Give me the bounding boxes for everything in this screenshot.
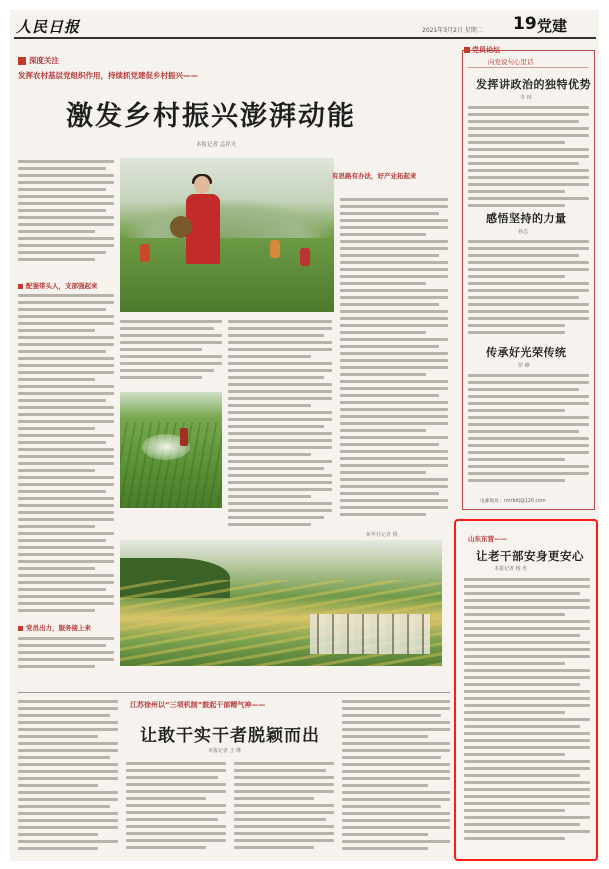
forum-article-headline-1: 发挥讲政治的独特优势: [476, 78, 591, 91]
issue-date: 2021年3月2日 星期二: [422, 27, 483, 34]
main-text-col2b: [228, 320, 332, 530]
forum-article-author-1: 李 林: [520, 95, 532, 101]
subsection-heading-1: 配强带头人，支部强起来: [18, 281, 98, 290]
sidebar-subsection-heading: 有思路有办法，好产业拓起来: [332, 172, 417, 180]
main-text-col1-b: [18, 294, 114, 616]
forum-title: 党员论坛: [464, 45, 500, 55]
bottom-article-headline: 让敢干实干者脱颖而出: [140, 726, 320, 746]
bottom-article-col4: [342, 700, 450, 858]
bottom-article-col1: [18, 700, 118, 858]
crop-spraying-photo: [120, 392, 222, 508]
highlighted-article-body: [464, 578, 590, 850]
forum-subtitle: 向党说句心里话: [488, 58, 534, 66]
bottom-article-col2: [126, 762, 226, 858]
highlighted-article-headline: 让老干部安身更安心: [476, 549, 584, 563]
masthead-rule: [14, 37, 596, 39]
forum-article-author-2: 孙志: [518, 229, 529, 235]
forum-article-headline-2: 感悟坚持的力量: [486, 212, 567, 225]
main-text-col1-a: [18, 160, 114, 272]
section-name: 党建: [537, 17, 568, 35]
forum-article-body-2: [468, 240, 589, 342]
subsection-heading-2: 党员出力，服务接上来: [18, 623, 91, 632]
main-byline: 本报记者 孟祥夫: [196, 142, 237, 148]
bottom-article-rule: [18, 692, 450, 693]
forum-email: 电邮地址：rmrbdj@126.com: [480, 499, 546, 504]
main-text-col1-c: [18, 637, 114, 677]
forum-article-body-3: [468, 374, 589, 492]
page-number: 19: [513, 14, 537, 34]
bottom-article-subheadline: 江苏徐州以“三项机制”鼓起干部精气神——: [130, 701, 266, 709]
newspaper-page: [10, 10, 599, 861]
tea-picker-photo: [120, 158, 334, 312]
forum-article-body-1: [468, 106, 589, 210]
terraced-village-photo: [120, 540, 442, 666]
main-kicker: 深度关注: [29, 56, 59, 65]
highlighted-article-byline: 本报记者 杨 杰: [494, 566, 528, 572]
main-headline: 激发乡村振兴澎湃动能: [66, 101, 356, 132]
kicker-square-icon: [18, 57, 26, 65]
bottom-article-byline: 本报记者 王 继: [208, 748, 242, 754]
main-text-col3: [340, 198, 448, 524]
forum-rule: [468, 67, 588, 68]
bottom-article-col3: [234, 762, 334, 858]
main-text-col2a: [120, 320, 222, 386]
photo-credit: 新华社记者 摄: [366, 532, 398, 538]
main-subheadline: 发挥农村基层党组织作用，持续抓党建促乡村振兴——: [18, 71, 198, 80]
forum-article-headline-3: 传承好光荣传统: [486, 346, 567, 359]
highlighted-article-kicker: 山东东营——: [468, 535, 507, 543]
forum-article-author-3: 罗 峰: [518, 363, 530, 369]
newspaper-logo: 人民日报: [16, 18, 81, 36]
